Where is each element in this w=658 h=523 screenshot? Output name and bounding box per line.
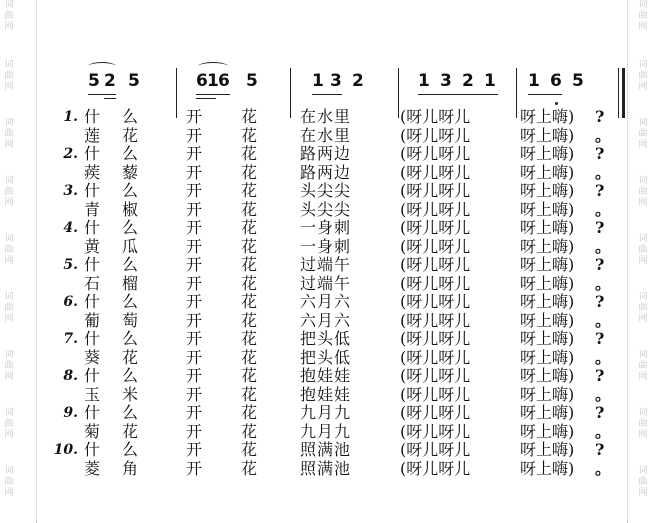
refrain-syllables: (呀儿呀儿 [400, 181, 471, 200]
lyric-phrase: 过端午 [300, 255, 352, 274]
lyric-char: 椒 [122, 199, 139, 219]
lyric-char: 么 [122, 366, 139, 385]
lyric-char: 什 [84, 218, 101, 237]
refrain-ending: 呀上嗨) [520, 255, 575, 274]
slur [88, 62, 116, 71]
lyric-phrase: 一身刺 [300, 236, 352, 256]
lyric-phrase: 九月九 [300, 403, 352, 422]
lyric-char: 么 [122, 403, 139, 422]
note: 3 [440, 71, 452, 91]
line-punctuation: ? [595, 144, 605, 163]
lyric-phrase: 在水里 [300, 125, 352, 145]
lyric-char: 花 [241, 458, 258, 478]
lyric-char: 开 [186, 366, 203, 385]
line-punctuation: ? [595, 107, 605, 126]
lyric-char: 开 [186, 421, 203, 441]
verse-line [50, 145, 630, 163]
lyric-char: 米 [122, 384, 139, 404]
watermark-right-1: 词 曲 网 [638, 0, 648, 32]
line-punctuation: 。 [595, 421, 612, 441]
verse-number: 3. [63, 183, 78, 199]
line-punctuation: ? [595, 292, 605, 311]
lyric-char: 么 [122, 218, 139, 237]
lyric-char: 什 [84, 292, 101, 311]
lyric-phrase: 把头低 [300, 347, 352, 367]
lyric-char: 么 [122, 255, 139, 274]
refrain-ending: 呀上嗨) [520, 218, 575, 237]
refrain-ending: 呀上嗨) [520, 236, 575, 256]
watermark-left-1: 词 曲 网 [4, 0, 14, 32]
watermark-left-2: 词 曲 网 [4, 60, 14, 92]
lyric-phrase: 路两边 [300, 162, 352, 182]
refrain-ending: 呀上嗨) [520, 329, 575, 348]
refrain-ending: 呀上嗨) [520, 199, 575, 219]
lyric-char: 开 [186, 347, 203, 367]
beam [528, 94, 562, 95]
line-punctuation: ? [595, 255, 605, 274]
refrain-syllables: (呀儿呀儿 [400, 458, 471, 478]
verse-number: 10. [53, 442, 78, 458]
lyric-char: 什 [84, 366, 101, 385]
lyric-phrase: 在水里 [300, 107, 352, 126]
lyric-char: 么 [122, 440, 139, 459]
lyric-phrase: 把头低 [300, 329, 352, 348]
verse-line [50, 404, 630, 422]
lyric-char: 开 [186, 107, 203, 126]
verse-line [50, 201, 630, 219]
note: 1 [528, 71, 540, 91]
refrain-syllables: (呀儿呀儿 [400, 329, 471, 348]
verse-number: 2. [63, 146, 78, 162]
lyric-char: 开 [186, 255, 203, 274]
line-punctuation: 。 [595, 458, 612, 478]
lyric-char: 开 [186, 125, 203, 145]
lyric-char: 么 [122, 181, 139, 200]
measure-3 [310, 30, 380, 100]
refrain-syllables: (呀儿呀儿 [400, 218, 471, 237]
lyric-char: 葡 [84, 310, 101, 330]
lyric-char: 么 [122, 292, 139, 311]
lyric-char: 么 [122, 107, 139, 126]
lyric-char: 花 [241, 144, 258, 163]
measure-2 [196, 30, 276, 100]
lyric-char: 花 [241, 440, 258, 459]
lyric-phrase: 照满池 [300, 440, 352, 459]
line-punctuation: 。 [595, 384, 612, 404]
line-punctuation: 。 [595, 125, 612, 145]
lyric-char: 开 [186, 310, 203, 330]
verse-line [50, 127, 630, 145]
lyric-char: 花 [122, 125, 139, 145]
note: 1 [484, 71, 496, 91]
verse-number: 4. [63, 220, 78, 236]
refrain-syllables: (呀儿呀儿 [400, 384, 471, 404]
note: 2 [104, 71, 116, 91]
note: 5 [246, 71, 258, 91]
lyric-char: 花 [241, 384, 258, 404]
watermark-right-6: 词 曲 网 [638, 292, 648, 324]
watermark-right-9: 词 曲 网 [638, 466, 648, 498]
refrain-syllables: (呀儿呀儿 [400, 273, 471, 293]
low-octave-dot [555, 102, 558, 105]
lyric-char: 黄 [84, 236, 101, 256]
measure-4 [416, 30, 516, 100]
note: 5 [88, 71, 100, 91]
line-punctuation: 。 [595, 199, 612, 219]
lyric-char: 花 [241, 218, 258, 237]
lyric-char: 花 [241, 273, 258, 293]
measure-1 [86, 30, 156, 100]
refrain-syllables: (呀儿呀儿 [400, 347, 471, 367]
watermark-left-4: 词 曲 网 [4, 176, 14, 208]
verse-line [50, 164, 630, 182]
watermark-right-7: 词 曲 网 [638, 350, 648, 382]
line-punctuation: 。 [595, 273, 612, 293]
verse-line [50, 330, 630, 348]
refrain-ending: 呀上嗨) [520, 125, 575, 145]
lyric-char: 青 [84, 199, 101, 219]
verse-number: 7. [63, 331, 78, 347]
refrain-syllables: (呀儿呀儿 [400, 403, 471, 422]
refrain-ending: 呀上嗨) [520, 403, 575, 422]
refrain-ending: 呀上嗨) [520, 162, 575, 182]
lyric-char: 开 [186, 384, 203, 404]
refrain-syllables: (呀儿呀儿 [400, 162, 471, 182]
lyric-phrase: 头尖尖 [300, 199, 352, 219]
lyric-char: 什 [84, 440, 101, 459]
refrain-ending: 呀上嗨) [520, 292, 575, 311]
note: 5 [128, 71, 140, 91]
refrain-ending: 呀上嗨) [520, 273, 575, 293]
lyric-phrase: 路两边 [300, 144, 352, 163]
watermark-right-3: 词 曲 网 [638, 118, 648, 150]
lyric-phrase: 一身刺 [300, 218, 352, 237]
lyric-phrase: 照满池 [300, 458, 352, 478]
lyric-char: 么 [122, 144, 139, 163]
refrain-syllables: (呀儿呀儿 [400, 366, 471, 385]
verse-line [50, 275, 630, 293]
line-punctuation: ? [595, 329, 605, 348]
lyric-char: 菱 [84, 458, 101, 478]
lyric-char: 开 [186, 236, 203, 256]
lyric-char: 什 [84, 107, 101, 126]
lyric-char: 开 [186, 329, 203, 348]
lyric-char: 开 [186, 199, 203, 219]
verse-number: 5. [63, 257, 78, 273]
note: 3 [330, 71, 342, 91]
verse-line [50, 312, 630, 330]
beam [418, 94, 498, 95]
watermark-left-9: 词 曲 网 [4, 466, 14, 498]
verse-line [50, 108, 630, 126]
watermark-left-8: 词 曲 网 [4, 408, 14, 440]
lyric-char: 什 [84, 329, 101, 348]
refrain-ending: 呀上嗨) [520, 440, 575, 459]
refrain-syllables: (呀儿呀儿 [400, 236, 471, 256]
verse-line [50, 293, 630, 311]
lyric-char: 花 [241, 366, 258, 385]
refrain-syllables: (呀儿呀儿 [400, 107, 471, 126]
lyric-char: 瓜 [122, 236, 139, 256]
note: 1 [207, 71, 219, 91]
lyric-char: 花 [241, 125, 258, 145]
lyric-char: 开 [186, 181, 203, 200]
lyric-char: 花 [122, 421, 139, 441]
lyric-char: 花 [241, 255, 258, 274]
lyric-char: 开 [186, 440, 203, 459]
beam [312, 94, 342, 95]
refrain-syllables: (呀儿呀儿 [400, 199, 471, 219]
lyric-char: 菊 [84, 421, 101, 441]
lyric-char: 榴 [122, 273, 139, 293]
note: 2 [352, 71, 364, 91]
verse-number: 6. [63, 294, 78, 310]
refrain-ending: 呀上嗨) [520, 347, 575, 367]
refrain-syllables: (呀儿呀儿 [400, 440, 471, 459]
notation-staff [76, 30, 636, 100]
slur [198, 62, 228, 71]
note: 6 [218, 71, 230, 91]
refrain-ending: 呀上嗨) [520, 384, 575, 404]
lyrics-block [50, 108, 630, 480]
note: 1 [418, 71, 430, 91]
refrain-ending: 呀上嗨) [520, 181, 575, 200]
lyric-phrase: 抱娃娃 [300, 366, 352, 385]
note: 2 [462, 71, 474, 91]
beam [196, 98, 216, 99]
lyric-char: 花 [241, 107, 258, 126]
beam [88, 94, 116, 95]
watermark-right-2: 词 曲 网 [638, 60, 648, 92]
line-punctuation: 。 [595, 236, 612, 256]
lyric-char: 什 [84, 255, 101, 274]
lyric-char: 么 [122, 329, 139, 348]
lyric-char: 开 [186, 458, 203, 478]
watermark-right-4: 词 曲 网 [638, 176, 648, 208]
lyric-char: 花 [241, 292, 258, 311]
verse-line [50, 256, 630, 274]
refrain-ending: 呀上嗨) [520, 144, 575, 163]
verse-number: 8. [63, 368, 78, 384]
lyric-phrase: 头尖尖 [300, 181, 352, 200]
lyric-phrase: 抱娃娃 [300, 384, 352, 404]
lyric-char: 花 [241, 310, 258, 330]
note: 6 [196, 71, 208, 91]
lyric-char: 开 [186, 403, 203, 422]
verse-number: 1. [63, 109, 78, 125]
lyric-char: 蒺 [84, 162, 101, 182]
verse-line [50, 367, 630, 385]
lyric-char: 花 [241, 181, 258, 200]
refrain-ending: 呀上嗨) [520, 421, 575, 441]
lyric-char: 开 [186, 144, 203, 163]
lyric-char: 开 [186, 218, 203, 237]
watermark-left-7: 词 曲 网 [4, 350, 14, 382]
refrain-ending: 呀上嗨) [520, 107, 575, 126]
line-punctuation: ? [595, 403, 605, 422]
line-punctuation: ? [595, 440, 605, 459]
refrain-syllables: (呀儿呀儿 [400, 292, 471, 311]
refrain-ending: 呀上嗨) [520, 310, 575, 330]
line-punctuation: 。 [595, 347, 612, 367]
lyric-char: 开 [186, 292, 203, 311]
lyric-char: 什 [84, 403, 101, 422]
lyric-char: 萄 [122, 310, 139, 330]
note: 5 [572, 71, 584, 91]
refrain-syllables: (呀儿呀儿 [400, 310, 471, 330]
refrain-ending: 呀上嗨) [520, 458, 575, 478]
lyric-char: 开 [186, 162, 203, 182]
verse-line [50, 460, 630, 478]
measure-5 [526, 30, 606, 100]
lyric-phrase: 九月九 [300, 421, 352, 441]
watermark-left-5: 词 曲 网 [4, 234, 14, 266]
watermark-right-8: 词 曲 网 [638, 408, 648, 440]
lyric-char: 开 [186, 273, 203, 293]
lyric-char: 什 [84, 181, 101, 200]
line-punctuation: 。 [595, 310, 612, 330]
refrain-syllables: (呀儿呀儿 [400, 125, 471, 145]
refrain-syllables: (呀儿呀儿 [400, 421, 471, 441]
lyric-char: 花 [241, 162, 258, 182]
lyric-char: 石 [84, 273, 101, 293]
verse-line [50, 182, 630, 200]
verse-line [50, 219, 630, 237]
left-margin-line [36, 0, 37, 523]
note: 1 [312, 71, 324, 91]
lyric-char: 藜 [122, 162, 139, 182]
verse-line [50, 386, 630, 404]
verse-line [50, 423, 630, 441]
note: 6 [550, 71, 562, 91]
line-punctuation: 。 [595, 162, 612, 182]
lyric-char: 莲 [84, 125, 101, 145]
lyric-char: 花 [241, 236, 258, 256]
refrain-syllables: (呀儿呀儿 [400, 144, 471, 163]
refrain-ending: 呀上嗨) [520, 366, 575, 385]
verse-number: 9. [63, 405, 78, 421]
lyric-phrase: 六月六 [300, 292, 352, 311]
lyric-phrase: 过端午 [300, 273, 352, 293]
lyric-char: 玉 [84, 384, 101, 404]
lyric-char: 角 [122, 458, 139, 478]
watermark-left-6: 词 曲 网 [4, 292, 14, 324]
watermark-left-3: 词 曲 网 [4, 118, 14, 150]
lyric-char: 花 [241, 329, 258, 348]
verse-line [50, 441, 630, 459]
verse-line [50, 349, 630, 367]
lyric-phrase: 六月六 [300, 310, 352, 330]
lyric-char: 花 [122, 347, 139, 367]
refrain-syllables: (呀儿呀儿 [400, 255, 471, 274]
lyric-char: 花 [241, 199, 258, 219]
beam [196, 94, 230, 95]
lyric-char: 葵 [84, 347, 101, 367]
verse-line [50, 238, 630, 256]
watermark-right-5: 词 曲 网 [638, 234, 648, 266]
line-punctuation: ? [595, 181, 605, 200]
beam [104, 98, 116, 99]
line-punctuation: ? [595, 218, 605, 237]
lyric-char: 花 [241, 421, 258, 441]
line-punctuation: ? [595, 366, 605, 385]
lyric-char: 花 [241, 403, 258, 422]
lyric-char: 花 [241, 347, 258, 367]
lyric-char: 什 [84, 144, 101, 163]
